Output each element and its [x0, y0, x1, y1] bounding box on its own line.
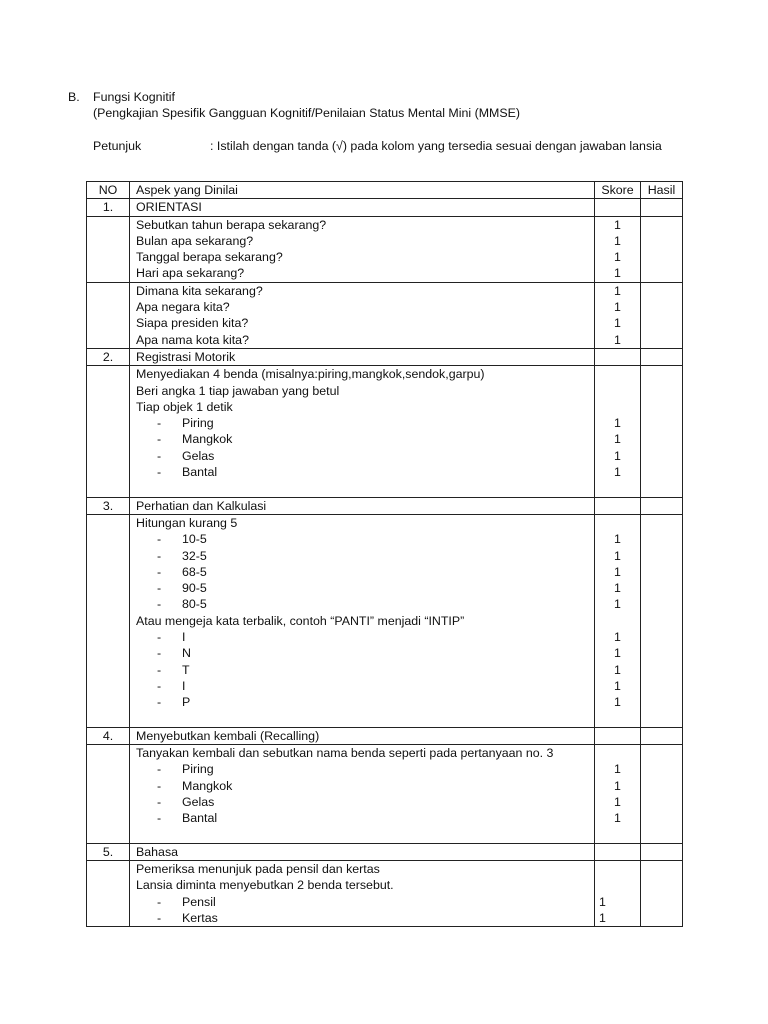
- instruction-text: : Istilah dengan tanda (√) pada kolom yang tersedia sesuai dengan jawaban lansia: [210, 138, 662, 153]
- number-cell: [87, 745, 130, 844]
- table-header-row: [87, 182, 683, 199]
- item-score: 1: [614, 217, 621, 232]
- item-text: 80-5: [182, 597, 207, 612]
- item-score: 1: [614, 646, 621, 661]
- item-text: Lansia diminta menyebutkan 2 benda tersebut.: [136, 878, 394, 893]
- dash-bullet: -: [157, 811, 162, 826]
- item-score: [601, 383, 634, 399]
- header-no: NO: [87, 182, 130, 199]
- dash-bullet: -: [157, 416, 162, 431]
- item-score: 1: [614, 811, 621, 826]
- score-cell: [595, 348, 641, 365]
- section-title: Fungsi Kognitif: [93, 90, 175, 104]
- dash-bullet: -: [157, 432, 162, 447]
- dash-bullet: -: [157, 564, 162, 579]
- table-body: [87, 199, 683, 927]
- list-item: [136, 694, 588, 710]
- header-result: Hasil: [641, 182, 683, 199]
- list-item: [136, 548, 588, 564]
- item-text: Bantal: [182, 811, 218, 826]
- item-text: I: [182, 678, 186, 693]
- section-number: 1.: [87, 199, 130, 216]
- dash-bullet: -: [157, 646, 162, 661]
- item-score: 1: [614, 300, 621, 315]
- header-score: Skore: [595, 182, 641, 199]
- section-number: 3.: [87, 497, 130, 514]
- item-score: [601, 366, 634, 382]
- aspect-cell: [130, 366, 595, 497]
- aspect-cell: [130, 745, 595, 844]
- item-group-row: [87, 514, 683, 727]
- blank-line: [601, 480, 634, 496]
- score-cell: [595, 861, 641, 927]
- item-score: [599, 877, 634, 893]
- item-text: Tanggal berapa sekarang?: [136, 250, 283, 265]
- result-cell: [641, 366, 683, 497]
- item-group-row: [87, 745, 683, 844]
- section-row: [87, 199, 683, 216]
- aspect-cell: [130, 514, 595, 727]
- score-cell: [595, 282, 641, 348]
- list-item: [136, 794, 588, 810]
- result-cell: [641, 745, 683, 844]
- section-subtitle: (Pengkajian Spesifik Gangguan Kognitif/Penilaian Status Mental Mini (MMSE): [93, 106, 521, 121]
- list-item: [136, 464, 588, 480]
- item-text: Bantal: [182, 465, 218, 480]
- list-item: [136, 662, 588, 678]
- dash-bullet: -: [157, 794, 162, 809]
- item-text: Atau mengeja kata terbalik, contoh “PANTI” menjadi “INTIP”: [136, 613, 465, 628]
- dash-bullet: -: [157, 762, 162, 777]
- item-text: Piring: [182, 416, 214, 431]
- result-cell: [641, 282, 683, 348]
- list-item: [136, 645, 588, 661]
- item-text: Tiap objek 1 detik: [136, 399, 233, 414]
- item-text: P: [182, 695, 191, 710]
- item-score: 1: [599, 894, 606, 909]
- number-cell: [87, 216, 130, 282]
- item-score: [599, 861, 634, 877]
- item-text: Apa negara kita?: [136, 300, 230, 315]
- item-score: 1: [614, 630, 621, 645]
- item-text: Menyediakan 4 benda (misalnya:piring,mangkok,sendok,garpu): [136, 367, 485, 382]
- dash-bullet: -: [157, 597, 162, 612]
- section-number: 2.: [87, 348, 130, 365]
- item-text: Siapa presiden kita?: [136, 316, 249, 331]
- number-cell: [87, 514, 130, 727]
- item-score: 1: [614, 432, 621, 447]
- list-item: [136, 678, 588, 694]
- item-score: 1: [614, 695, 621, 710]
- item-score: 1: [614, 762, 621, 777]
- item-score: 1: [614, 532, 621, 547]
- dash-bullet: -: [157, 448, 162, 463]
- item-text: Hitungan kurang 5: [136, 515, 238, 530]
- section-header: [68, 89, 708, 154]
- item-score: [601, 745, 634, 761]
- number-cell: [87, 861, 130, 927]
- item-score: 1: [614, 548, 621, 563]
- item-text: Sebutkan tahun berapa sekarang?: [136, 217, 327, 232]
- blank-line: [601, 711, 634, 727]
- section-name: Registrasi Motorik: [130, 348, 595, 365]
- score-cell: [595, 199, 641, 216]
- header-aspect: Aspek yang Dinilai: [130, 182, 595, 199]
- item-score: 1: [614, 233, 621, 248]
- list-item: [136, 910, 588, 926]
- list-item: [136, 564, 588, 580]
- item-text: I: [182, 630, 186, 645]
- section-row: [87, 348, 683, 365]
- instruction: [68, 138, 708, 154]
- dash-bullet: -: [157, 630, 162, 645]
- item-text: 10-5: [182, 532, 207, 547]
- list-item: [136, 415, 588, 431]
- item-text: 90-5: [182, 581, 207, 596]
- item-score: 1: [614, 597, 621, 612]
- dash-bullet: -: [157, 778, 162, 793]
- item-text: 32-5: [182, 548, 207, 563]
- result-cell: [641, 514, 683, 727]
- dash-bullet: -: [157, 532, 162, 547]
- list-item: [136, 596, 588, 612]
- result-cell: [641, 861, 683, 927]
- item-score: 1: [614, 678, 621, 693]
- mmse-table: [86, 181, 683, 927]
- item-text: Gelas: [182, 448, 215, 463]
- dash-bullet: -: [157, 678, 162, 693]
- dash-bullet: -: [157, 662, 162, 677]
- aspect-cell: [130, 216, 595, 282]
- item-group-row: [87, 861, 683, 927]
- item-score: 1: [614, 316, 621, 331]
- item-text: Tanyakan kembali dan sebutkan nama benda seperti pada pertanyaan no. 3: [136, 746, 554, 761]
- list-item: [136, 761, 588, 777]
- item-score: 1: [614, 794, 621, 809]
- item-score: [601, 613, 634, 629]
- result-cell: [641, 843, 683, 860]
- result-cell: [641, 216, 683, 282]
- score-cell: [595, 727, 641, 744]
- item-text: Mangkok: [182, 432, 233, 447]
- list-item: [136, 431, 588, 447]
- item-score: 1: [614, 662, 621, 677]
- number-cell: [87, 282, 130, 348]
- item-text: Pensil: [182, 894, 216, 909]
- item-score: 1: [614, 332, 621, 347]
- aspect-cell: [130, 861, 595, 927]
- list-item: [136, 810, 588, 826]
- section-name: Perhatian dan Kalkulasi: [130, 497, 595, 514]
- item-score: 1: [614, 266, 621, 281]
- item-text: 68-5: [182, 564, 207, 579]
- result-cell: [641, 199, 683, 216]
- dash-bullet: -: [157, 581, 162, 596]
- section-number: 4.: [87, 727, 130, 744]
- score-cell: [595, 514, 641, 727]
- item-score: 1: [614, 778, 621, 793]
- score-cell: [595, 745, 641, 844]
- section-letter: B.: [68, 90, 80, 104]
- dash-bullet: -: [157, 465, 162, 480]
- item-score: [601, 515, 634, 531]
- item-text: Apa nama kota kita?: [136, 332, 249, 347]
- list-item: [136, 778, 588, 794]
- dash-bullet: -: [157, 548, 162, 563]
- list-item: [136, 531, 588, 547]
- section-number: 5.: [87, 843, 130, 860]
- list-item: [136, 448, 588, 464]
- item-score: 1: [599, 911, 606, 926]
- dash-bullet: -: [157, 695, 162, 710]
- item-group-row: [87, 282, 683, 348]
- blank-line: [136, 827, 588, 843]
- item-score: 1: [614, 448, 621, 463]
- item-score: [601, 399, 634, 415]
- item-score: 1: [614, 564, 621, 579]
- item-score: 1: [614, 250, 621, 265]
- item-text: Hari apa sekarang?: [136, 266, 245, 281]
- list-item: [136, 580, 588, 596]
- result-cell: [641, 497, 683, 514]
- score-cell: [595, 366, 641, 497]
- section-row: [87, 727, 683, 744]
- number-cell: [87, 366, 130, 497]
- item-score: 1: [614, 581, 621, 596]
- item-text: Pemeriksa menunjuk pada pensil dan kertas: [136, 862, 380, 877]
- aspect-cell: [130, 282, 595, 348]
- list-item: [136, 894, 588, 910]
- section-name: Menyebutkan kembali (Recalling): [130, 727, 595, 744]
- item-text: Bulan apa sekarang?: [136, 233, 254, 248]
- item-text: Kertas: [182, 911, 218, 926]
- item-score: 1: [614, 465, 621, 480]
- item-group-row: [87, 366, 683, 497]
- item-text: Mangkok: [182, 778, 233, 793]
- result-cell: [641, 727, 683, 744]
- list-item: [136, 629, 588, 645]
- score-cell: [595, 843, 641, 860]
- item-score: 1: [614, 416, 621, 431]
- dash-bullet: -: [157, 894, 162, 909]
- section-name: Bahasa: [130, 843, 595, 860]
- item-text: Gelas: [182, 794, 215, 809]
- result-cell: [641, 348, 683, 365]
- dash-bullet: -: [157, 911, 162, 926]
- section-row: [87, 497, 683, 514]
- item-text: T: [182, 662, 190, 677]
- instruction-label: Petunjuk: [93, 138, 142, 153]
- item-text: N: [182, 646, 191, 661]
- section-name: ORIENTASI: [130, 199, 595, 216]
- section-row: [87, 843, 683, 860]
- item-text: Beri angka 1 tiap jawaban yang betul: [136, 383, 340, 398]
- item-text: Piring: [182, 762, 214, 777]
- item-group-row: [87, 216, 683, 282]
- item-text: Dimana kita sekarang?: [136, 283, 263, 298]
- blank-line: [601, 827, 634, 843]
- score-cell: [595, 216, 641, 282]
- score-cell: [595, 497, 641, 514]
- blank-line: [136, 480, 588, 496]
- blank-line: [136, 711, 588, 727]
- section-title-line: [68, 89, 708, 105]
- item-score: 1: [614, 283, 621, 298]
